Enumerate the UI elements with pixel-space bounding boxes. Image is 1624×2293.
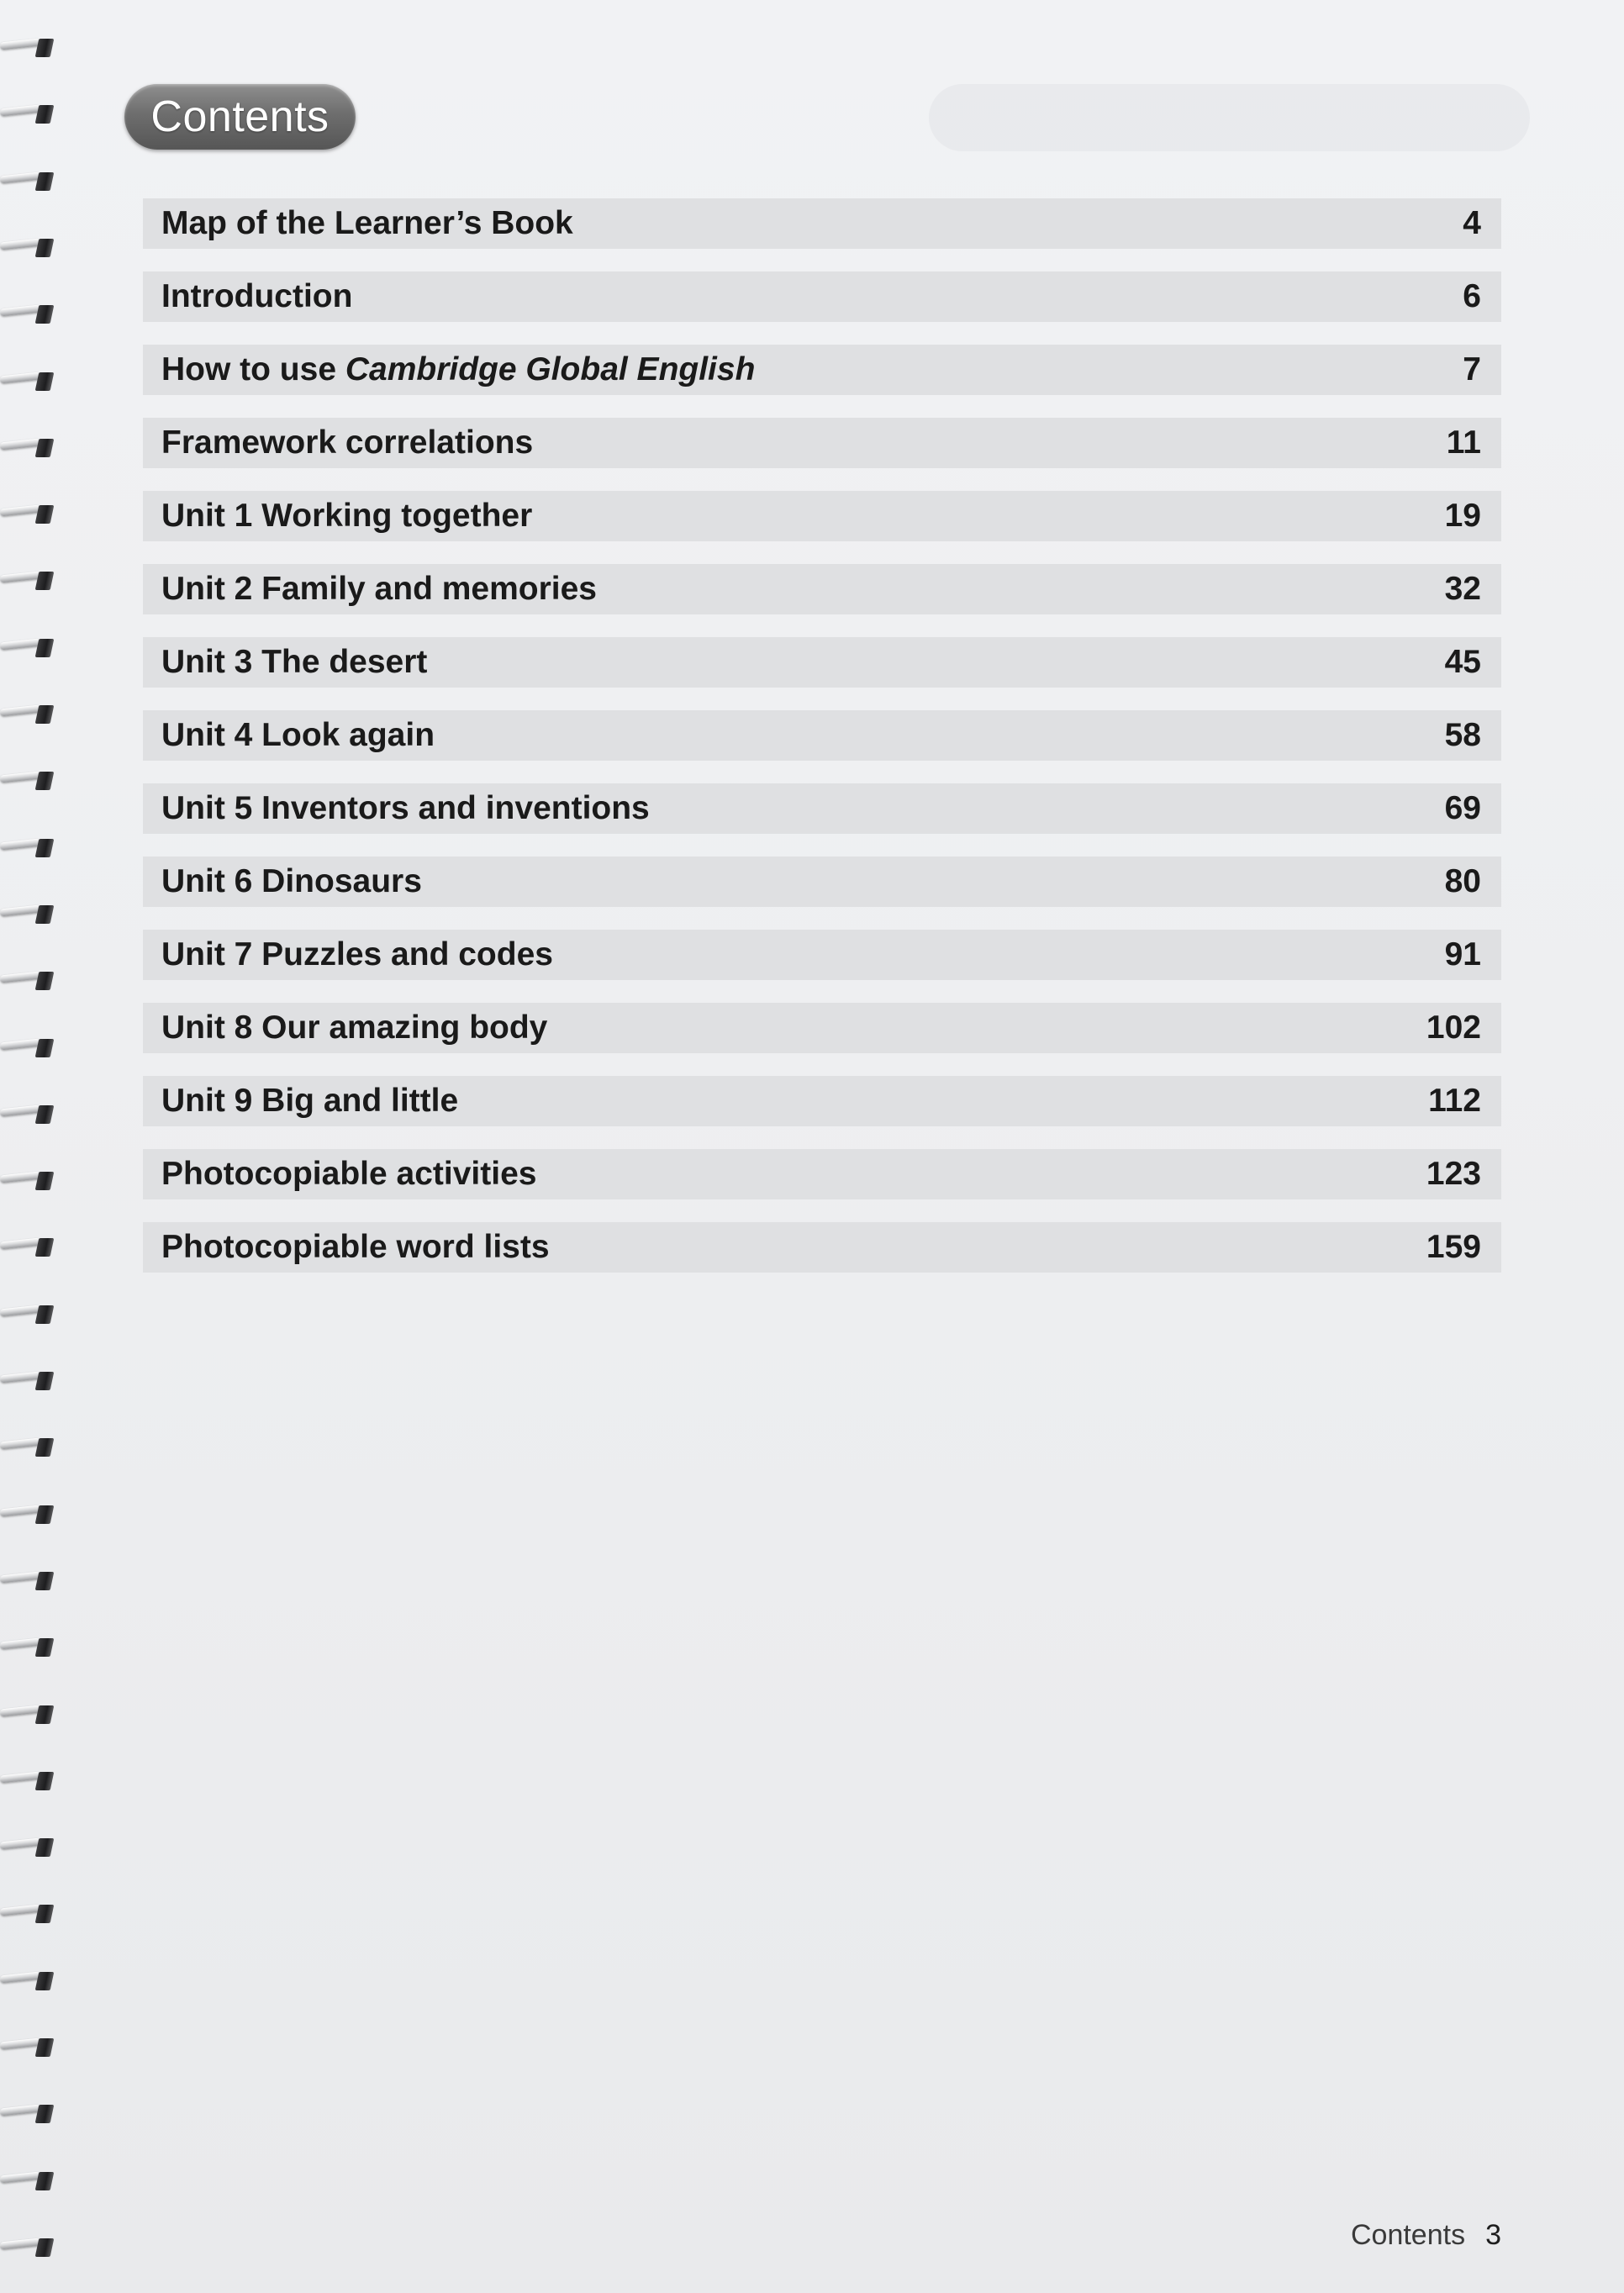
toc-entry-title: Unit 4 Look again xyxy=(161,717,435,753)
spiral-wire xyxy=(0,838,40,850)
spiral-coil xyxy=(0,767,59,795)
spiral-wire xyxy=(0,372,40,383)
toc-row-unit-8[interactable] xyxy=(143,1003,1501,1053)
toc-row-photocopiable-word-lists[interactable] xyxy=(143,1222,1501,1273)
spiral-hole xyxy=(35,1105,55,1124)
spiral-hole xyxy=(35,2238,55,2257)
spiral-wire xyxy=(0,1372,40,1384)
spiral-wire xyxy=(0,2238,40,2249)
spiral-wire xyxy=(0,638,40,650)
spiral-coil xyxy=(0,1300,59,1329)
spiral-wire xyxy=(0,1905,40,1916)
toc-entry-title: Unit 5 Inventors and inventions xyxy=(161,790,650,826)
toc-entry-page: 159 xyxy=(1426,1229,1481,1265)
toc-entry-title: Unit 2 Family and memories xyxy=(161,571,597,607)
toc-entry-page: 80 xyxy=(1444,863,1481,899)
spiral-wire xyxy=(0,1571,40,1583)
toc-entry-title: Unit 6 Dinosaurs xyxy=(161,863,422,899)
spiral-coil xyxy=(0,234,59,262)
spiral-coil xyxy=(0,1567,59,1595)
spiral-hole xyxy=(35,1372,55,1390)
spiral-wire xyxy=(0,1505,40,1516)
toc-row-framework[interactable] xyxy=(143,418,1501,468)
page-footer xyxy=(1351,2219,1501,2252)
spiral-wire xyxy=(0,1172,40,1183)
spiral-wire xyxy=(0,2171,40,2183)
footer-section-label: Contents xyxy=(1350,2219,1466,2251)
toc-row-unit-2[interactable] xyxy=(143,564,1501,614)
spiral-hole xyxy=(35,1772,55,1790)
toc-entry-title: Photocopiable activities xyxy=(161,1156,537,1192)
toc-entry-page: 102 xyxy=(1426,1009,1481,1046)
spiral-wire xyxy=(0,438,40,450)
spiral-wire xyxy=(0,1238,40,1250)
spiral-hole xyxy=(35,1039,55,1057)
spiral-wire xyxy=(0,705,40,717)
spiral-hole xyxy=(35,372,55,391)
contents-heading-pill xyxy=(124,84,356,150)
toc-row-photocopiable-activities[interactable] xyxy=(143,1149,1501,1199)
spiral-hole xyxy=(35,2172,55,2190)
spiral-coil xyxy=(0,634,59,662)
toc-entry-title: Introduction xyxy=(161,278,353,314)
toc-entry-page: 4 xyxy=(1463,205,1481,241)
spiral-coil xyxy=(0,1233,59,1262)
spiral-hole xyxy=(35,1505,55,1524)
spiral-wire xyxy=(0,305,40,317)
toc-entry-title-italic: Cambridge Global English xyxy=(345,351,756,387)
spiral-wire xyxy=(0,1771,40,1783)
spiral-coil xyxy=(0,1034,59,1062)
toc-row-unit-1[interactable] xyxy=(143,491,1501,541)
toc-entry-title: Unit 9 Big and little xyxy=(161,1083,459,1119)
spiral-hole xyxy=(35,39,55,57)
spiral-hole xyxy=(35,839,55,857)
spiral-coil xyxy=(0,434,59,462)
spiral-coil xyxy=(0,167,59,196)
spiral-hole xyxy=(35,105,55,124)
toc-row-unit-5[interactable] xyxy=(143,783,1501,834)
spiral-coil xyxy=(0,100,59,129)
spiral-coil xyxy=(0,34,59,62)
spiral-hole xyxy=(35,1905,55,1923)
spiral-hole xyxy=(35,305,55,324)
spiral-coil xyxy=(0,500,59,529)
spiral-wire xyxy=(0,171,40,183)
spiral-wire xyxy=(0,1838,40,1850)
toc-entry-title: Photocopiable word lists xyxy=(161,1229,550,1265)
spiral-wire xyxy=(0,39,40,50)
spiral-coil xyxy=(0,1167,59,1195)
spiral-wire xyxy=(0,2105,40,2116)
spiral-coil xyxy=(0,834,59,862)
spiral-hole xyxy=(35,972,55,990)
spiral-hole xyxy=(35,239,55,257)
spiral-hole xyxy=(35,572,55,590)
spiral-wire xyxy=(0,1305,40,1316)
show-through-header xyxy=(929,84,1530,151)
toc-entry-page: 11 xyxy=(1446,424,1481,461)
spiral-wire xyxy=(0,105,40,117)
spiral-wire xyxy=(0,1638,40,1650)
spiral-binding xyxy=(0,0,67,2293)
toc-entry-title xyxy=(161,351,755,388)
spiral-hole xyxy=(35,1305,55,1324)
toc-row-unit-9[interactable] xyxy=(143,1076,1501,1126)
spiral-hole xyxy=(35,1438,55,1457)
spiral-coil xyxy=(0,367,59,396)
spiral-coil xyxy=(0,1500,59,1529)
spiral-hole xyxy=(35,2038,55,2057)
footer-page-number: 3 xyxy=(1485,2219,1501,2251)
spiral-hole xyxy=(35,439,55,457)
spiral-hole xyxy=(35,1638,55,1657)
toc-entry-title: Unit 8 Our amazing body xyxy=(161,1009,548,1046)
toc-entry-title-prefix: How to use xyxy=(161,351,345,387)
spiral-coil xyxy=(0,1367,59,1395)
spiral-hole xyxy=(35,705,55,724)
spiral-coil xyxy=(0,1633,59,1662)
spiral-wire xyxy=(0,572,40,583)
spiral-hole xyxy=(35,1572,55,1590)
toc-row-introduction[interactable] xyxy=(143,271,1501,322)
spiral-wire xyxy=(0,1038,40,1050)
spiral-coil xyxy=(0,2033,59,2062)
spiral-hole xyxy=(35,2105,55,2123)
spiral-coil xyxy=(0,1700,59,1729)
toc-entry-page: 32 xyxy=(1444,571,1481,607)
toc-entry-page: 112 xyxy=(1428,1083,1481,1119)
toc-entry-page: 45 xyxy=(1444,644,1481,680)
spiral-coil xyxy=(0,1100,59,1129)
spiral-wire xyxy=(0,1705,40,1716)
spiral-coil xyxy=(0,1900,59,1928)
toc-row-how-to-use[interactable] xyxy=(143,345,1501,395)
spiral-coil xyxy=(0,900,59,929)
spiral-hole xyxy=(35,172,55,191)
toc-row-map[interactable] xyxy=(143,198,1501,249)
spiral-coil xyxy=(0,1433,59,1462)
spiral-coil xyxy=(0,2100,59,2128)
spiral-wire xyxy=(0,1971,40,1983)
toc-entry-page: 123 xyxy=(1426,1156,1481,1192)
page-title: Contents xyxy=(150,92,330,141)
toc-entry-title: Framework correlations xyxy=(161,424,534,461)
toc-row-unit-3[interactable] xyxy=(143,637,1501,688)
spiral-coil xyxy=(0,567,59,595)
spiral-hole xyxy=(35,505,55,524)
toc-entry-title: Map of the Learner’s Book xyxy=(161,205,573,241)
spiral-coil xyxy=(0,2167,59,2195)
spiral-coil xyxy=(0,300,59,329)
spiral-hole xyxy=(35,1705,55,1724)
toc-row-unit-6[interactable] xyxy=(143,857,1501,907)
toc-entry-page: 6 xyxy=(1463,278,1481,314)
toc-entry-page: 69 xyxy=(1444,790,1481,826)
spiral-wire xyxy=(0,1438,40,1450)
spiral-coil xyxy=(0,1767,59,1795)
spiral-wire xyxy=(0,505,40,517)
spiral-coil xyxy=(0,1967,59,1995)
spiral-wire xyxy=(0,972,40,983)
spiral-hole xyxy=(35,905,55,924)
spiral-wire xyxy=(0,772,40,783)
spiral-hole xyxy=(35,1172,55,1190)
spiral-coil xyxy=(0,1833,59,1862)
spiral-hole xyxy=(35,639,55,657)
spiral-hole xyxy=(35,1838,55,1857)
spiral-coil xyxy=(0,700,59,729)
spiral-hole xyxy=(35,1238,55,1257)
toc-entry-page: 19 xyxy=(1444,498,1481,534)
spiral-wire xyxy=(0,2038,40,2050)
toc-entry-page: 91 xyxy=(1444,936,1481,973)
spiral-hole xyxy=(35,1972,55,1990)
spiral-wire xyxy=(0,904,40,916)
toc-entry-page: 7 xyxy=(1463,351,1481,387)
spiral-coil xyxy=(0,2233,59,2262)
toc-row-unit-4[interactable] xyxy=(143,710,1501,761)
spiral-hole xyxy=(35,772,55,790)
toc-entry-title: Unit 7 Puzzles and codes xyxy=(161,936,553,973)
toc-entry-title: Unit 1 Working together xyxy=(161,498,533,534)
spiral-coil xyxy=(0,967,59,995)
toc-entry-title: Unit 3 The desert xyxy=(161,644,428,680)
toc-entry-page: 58 xyxy=(1444,717,1481,753)
spiral-wire xyxy=(0,238,40,250)
toc-row-unit-7[interactable] xyxy=(143,930,1501,980)
spiral-wire xyxy=(0,1104,40,1116)
